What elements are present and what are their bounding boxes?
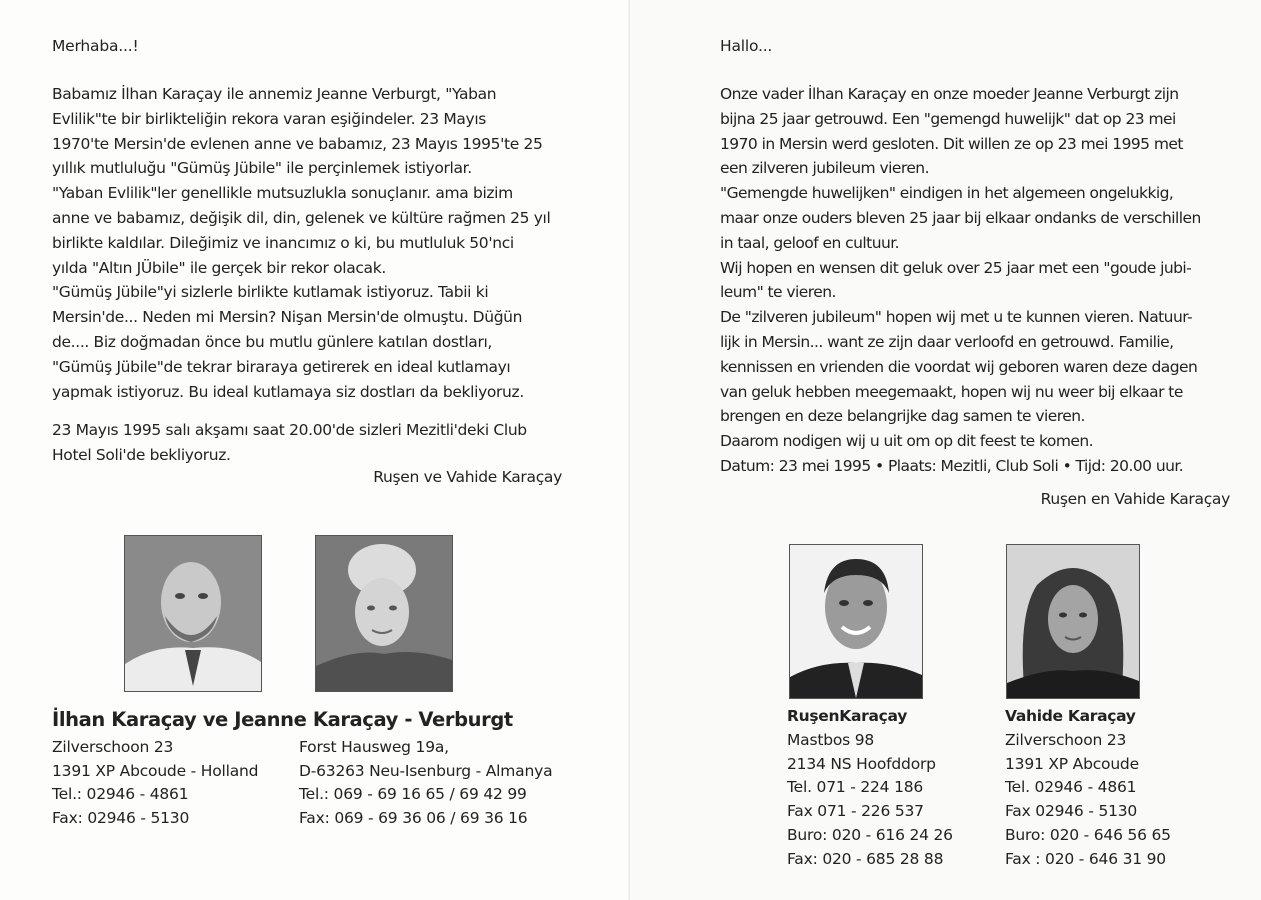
turkish-signature: Ruşen ve Vahide Karaçay <box>373 468 562 486</box>
address-line: Fax 02946 - 5130 <box>1005 802 1138 821</box>
letter-line: Babamız İlhan Karaçay ile annemiz Jeanne Verburgt, "Yaban <box>52 85 497 103</box>
letter-line: yılda "Altın JÜbile" ile gerçek bir rekor olacak. <box>52 258 386 277</box>
ilhan-photo <box>124 535 262 692</box>
address-line: Zilverschoon 23 <box>52 738 174 756</box>
letter-line: leum" te vieren. <box>720 283 836 302</box>
address-line: Zilverschoon 23 <box>1005 731 1127 749</box>
left-page <box>0 0 630 900</box>
vahide-address <box>1005 729 1171 871</box>
letter-line: een zilveren jubileum vieren. <box>720 159 929 178</box>
letter-line: Evlilik"te bir birlikteliğin rekora varan eşiğindeler. 23 Mayıs <box>52 109 487 128</box>
letter-line: yıllık mutluluğu "Gümüş Jübile" ile perçinlemek istiyorlar. <box>52 159 472 178</box>
address-line: Buro: 020 - 616 24 26 <box>787 825 953 844</box>
letter-line: yapmak istiyoruz. Bu ideal kutlamaya siz dostları da bekliyoruz. <box>52 382 524 401</box>
letter-line: bijna 25 jaar getrouwd. Een "gemengd huwelijk" dat op 23 mei <box>720 109 1176 128</box>
letter-line: De "zilveren jubileum" hopen wij met u te kunnen vieren. Natuur- <box>720 308 1193 327</box>
letter-line: Datum: 23 mei 1995 • Plaats: Mezitli, Club Soli • Tijd: 20.00 uur. <box>720 456 1184 475</box>
address-line: Tel. 02946 - 4861 <box>1005 778 1137 797</box>
vahide-photo <box>1006 544 1140 699</box>
address-line: Tel.: 02946 - 4861 <box>52 785 189 804</box>
letter-line: Wij hopen en wensen dit geluk over 25 jaar met een "goude jubi- <box>720 258 1192 277</box>
rusen-portrait-icon <box>790 545 922 698</box>
address-line: Fax: 02946 - 5130 <box>52 809 190 828</box>
invitation-line: Hotel Soli'de bekliyoruz. <box>52 445 231 464</box>
letter-line: "Gümüş Jübile"yi sizlerle birlikte kutlamak istiyoruz. Tabii ki <box>52 283 489 302</box>
letter-line: "Yaban Evlilik"ler genellikle mutsuzlukla sonuçlanır. ama bizim <box>52 184 513 203</box>
jeanne-portrait-icon <box>316 536 452 691</box>
letter-line: in taal, geloof en cultuur. <box>720 233 900 252</box>
dutch-letter <box>720 82 1201 479</box>
address-holland <box>52 736 258 831</box>
turkish-letter <box>52 82 550 404</box>
dutch-greeting: Hallo... <box>720 37 773 55</box>
letter-line: van geluk hebben meegemaakt, hopen wij nu weer bij elkaar te <box>720 382 1183 401</box>
letter-line: Onze vader İlhan Karaçay en onze moeder Jeanne Verburgt zijn <box>720 85 1179 103</box>
couple-name: İlhan Karaçay ve Jeanne Karaçay - Verburgt <box>52 708 513 731</box>
vahide-portrait-icon <box>1007 545 1139 698</box>
address-line: 2134 NS Hoofddorp <box>787 754 936 773</box>
vahide-name: Vahide Karaçay <box>1005 707 1136 725</box>
rusen-photo <box>789 544 923 699</box>
address-line: Mastbos 98 <box>787 731 875 749</box>
letter-line: de.... Biz doğmadan önce bu mutlu günlere katılan dostları, <box>52 332 492 351</box>
letter-line: lijk in Mersin... want ze zijn daar verloofd en getrouwd. Familie, <box>720 332 1174 351</box>
letter-line: 1970'te Mersin'de evlenen anne ve babamız, 23 Mayıs 1995'te 25 <box>52 134 543 153</box>
address-line: Fax: 020 - 685 28 88 <box>787 849 944 868</box>
letter-line: Daarom nodigen wij u uit om op dit feest te komen. <box>720 432 1094 451</box>
letter-line: kennissen en vrienden die voordat wij geboren waren deze dagen <box>720 357 1198 376</box>
address-line: Buro: 020 - 646 56 65 <box>1005 825 1171 844</box>
letter-line: Mersin'de... Neden mi Mersin? Nişan Mersin'de olmuştu. Düğün <box>52 308 523 327</box>
address-line: Tel.: 069 - 69 16 65 / 69 42 99 <box>299 785 527 804</box>
address-line: 1391 XP Abcoude - Holland <box>52 761 259 780</box>
letter-line: maar onze ouders bleven 25 jaar bij elkaar ondanks de verschillen <box>720 208 1201 227</box>
rusen-address <box>787 729 953 871</box>
letter-line: anne ve babamız, değişik dil, din, gelenek ve kültüre rağmen 25 yıl <box>52 208 551 227</box>
letter-line: 1970 in Mersin werd gesloten. Dit willen ze op 23 mei 1995 met <box>720 134 1183 153</box>
letter-line: brengen en deze belangrijke dag samen te vieren. <box>720 407 1085 426</box>
address-line: Forst Hausweg 19a, <box>299 738 449 756</box>
address-line: Fax: 069 - 69 36 06 / 69 36 16 <box>299 809 528 828</box>
right-page <box>630 0 1261 900</box>
rusen-name: RuşenKaraçay <box>787 707 907 725</box>
letter-line: "Gemengde huwelijken" eindigen in het algemeen ongelukkig, <box>720 184 1174 203</box>
ilhan-portrait-icon <box>125 536 261 691</box>
turkish-invitation <box>52 418 527 468</box>
invitation-line: 23 Mayıs 1995 salı akşamı saat 20.00'de sizleri Mezitli'deki Club <box>52 421 527 439</box>
address-line: Tel. 071 - 224 186 <box>787 778 924 797</box>
letter-line: birlikte kaldılar. Dileğimiz ve inancımız o ki, bu mutluluk 50'nci <box>52 233 514 252</box>
dutch-signature: Ruşen en Vahide Karaçay <box>1040 490 1230 508</box>
turkish-greeting: Merhaba...! <box>52 37 139 55</box>
address-line: 1391 XP Abcoude <box>1005 754 1139 773</box>
address-line: D-63263 Neu-Isenburg - Almanya <box>299 761 553 780</box>
letter-line: "Gümüş Jübile"de tekrar biraraya getirerek en ideal kutlamayı <box>52 357 511 376</box>
jeanne-photo <box>315 535 453 692</box>
address-line: Fax 071 - 226 537 <box>787 802 924 821</box>
address-germany <box>299 736 552 831</box>
address-line: Fax : 020 - 646 31 90 <box>1005 849 1166 868</box>
